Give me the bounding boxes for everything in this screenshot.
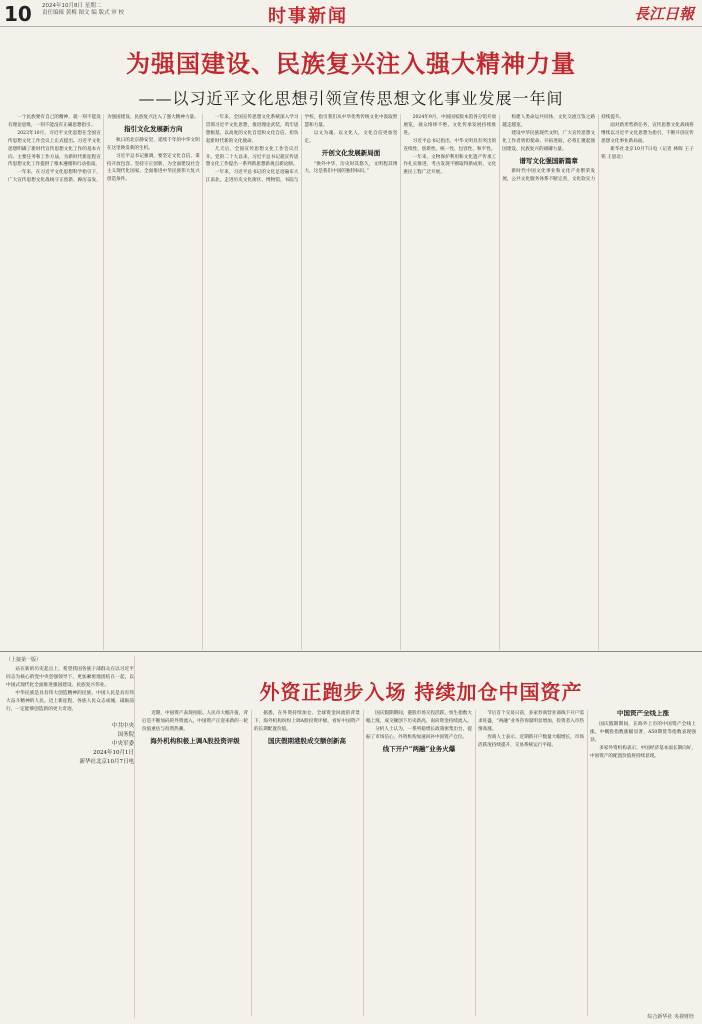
signature-line: 国务院 bbox=[117, 732, 134, 738]
article-paragraph: 分析人士认为，一系列稳增长政策密集出台，提振了市场信心，外资机构加速回补中国资产仓位。 bbox=[366, 726, 472, 740]
article-paragraph: 习近平总书记指出，中华文明具有突出的连续性、创新性、统一性、包容性、和平性。 bbox=[403, 138, 497, 152]
article-paragraph: 建设中华民族现代文明，广大宣传思想文化工作者勇担使命、开拓进取，必将汇聚起强国建设、民族复兴的磅礴力量。 bbox=[502, 130, 596, 152]
article-paragraph: 以文为魂、以文化人，文化自信更加坚定。 bbox=[304, 130, 398, 144]
section-heading: 开创文化发展新局面 bbox=[321, 148, 381, 157]
section-heading: 中国资产全线上涨 bbox=[617, 710, 669, 717]
article-paragraph: 券商人士表示，近期新开户数量大幅增长，市场活跃度持续提升，交易系统运行平稳。 bbox=[478, 734, 584, 748]
section-heading: 国庆假期港股成交额创新高 bbox=[268, 736, 346, 745]
signature-date: 2024年10月1日 bbox=[93, 750, 134, 756]
article-paragraph: 几天后，全国宣传思想文化工作会议召开。党的二十大以来，习近平总书记就宣传思想文化工作提出一系列新思想新观点新论断。 bbox=[205, 146, 299, 168]
lead-subheadline: ——以习近平文化思想引领宣传思想文化事业发展一年间 bbox=[138, 89, 564, 108]
date-info bbox=[42, 3, 124, 17]
editor-line: 责任编辑 黄梅 图文 编 版式 审 校 bbox=[42, 10, 124, 16]
newspaper-logo: 長江日報 bbox=[633, 5, 694, 23]
article-paragraph: 新时代中国文化事业和文化产业繁荣发展，公共文化服务体系不断完善，文化软实力持续提升。 bbox=[502, 115, 625, 183]
article-paragraph: 秋日的北京静安里，延续千年的中华文明在这里焕发新的生机。 bbox=[106, 137, 200, 151]
section-heading: 指引文化发展新方向 bbox=[124, 124, 183, 133]
article-paragraph: 据悉，在外资持续加仓、全球资金回流的背景下，海外机构纷纷上调A股投资评级，看好中国资产的长期配置价值。 bbox=[254, 711, 360, 732]
lead-headline: 为强国建设、民族复兴注入强大精神力量 bbox=[126, 50, 576, 78]
page-header bbox=[0, 0, 702, 27]
article-paragraph: “换外中华，历史时其悠久，文明程其博大，这是我们中国的独特标识。” bbox=[304, 161, 398, 175]
signature-note: 新华社北京10月7日电 bbox=[79, 759, 134, 765]
article-paragraph: 一个民族要有自己的精神，就一刻不能没有理论思维，一刻不能没有正确思想指引。 bbox=[8, 115, 101, 128]
article-paragraph: 面对新形势新任务，宣传思想文化战线将继续以习近平文化思想为指引，不断开创宣传思想文化事业新局面。 bbox=[601, 122, 694, 144]
article-paragraph: 近期，中国资产表现亮眼。人民币大幅升值，背后是不断加码的外资流入，中国资产正迎来新的一轮价值重估与投资热潮。 bbox=[142, 711, 248, 732]
article-paragraph: 一年来，文物保护利用和文化遗产传承工作扎实推进，考古发现不断取得新成果，文化惠民工程广泛开展。 bbox=[403, 154, 497, 176]
article-credit: 新华社北京10月7日电（记者 林晖 王子铭 王思北） bbox=[601, 146, 694, 160]
section-divider bbox=[0, 651, 702, 652]
article-paragraph: 节后首个交易日前，多家券商营业部线下开户需求旺盛，“两融”业务咨询量明显增加，投资者入市热情高涨。 bbox=[478, 711, 584, 732]
article-paragraph: 2024年9月，中国国家版本馆各分馆开放展览，观众络绎不绝，文化传承发展持续推进。 bbox=[403, 115, 497, 136]
continued-caption: （上接第一版） bbox=[6, 657, 42, 663]
lead-article-body bbox=[8, 114, 694, 650]
article-paragraph: 国庆假期期间，在海外上市的中国资产全线上涨，中概股指数涨幅显著，A50期货等指数表现强劲。 bbox=[590, 721, 696, 743]
article-paragraph: 中华民族是具有伟大创造精神的民族，中国人民是具有伟大奋斗精神的人民。迈上新征程，各族人民众志成城，砥砺前行，一定能够创造新的更大奇迹。 bbox=[6, 691, 134, 712]
article-paragraph: 多家外资机构表示，中国经济基本面长期向好，中国资产的配置价值将持续显现。 bbox=[590, 745, 696, 759]
signature-line: 中央军委 bbox=[111, 741, 134, 747]
signature-line: 中共中央 bbox=[111, 723, 134, 729]
article-paragraph: 一年来，在习近平文化思想科学指引下，广大宣传思想文化战线守正创新、踔厉奋发，为强国建设、民族复兴注入了强大精神力量。 bbox=[8, 115, 199, 184]
date-line: 2024年10月8日 星期二 bbox=[42, 3, 102, 9]
story2-headline: 外资正跑步入场 持续加仓中国资产 bbox=[259, 680, 583, 704]
article-paragraph: 构建人类命运共同体，文化交流互鉴之路越走越宽。 bbox=[502, 115, 596, 128]
signature-block bbox=[6, 722, 134, 767]
section-heading: 海外机构积极上调A股投资评级 bbox=[150, 736, 240, 745]
story2-body bbox=[142, 710, 696, 1016]
article-paragraph: 一年来，全国宣传思想文化系统深入学习贯彻习近平文化思想，推进理论武装，筑牢思想根基，以高度的文化自觉和文化自信，担负起新时代新的文化使命。 bbox=[205, 115, 299, 144]
sidebar-article bbox=[6, 656, 135, 1018]
story2-credit: 综合新华社 央视财经 bbox=[647, 1014, 694, 1020]
section-title: 时事新闻 bbox=[268, 6, 348, 27]
article-paragraph: 2023年10月，习近平文化思想在全国宣传思想文化工作会议上正式提出。习近平文化思想明确了新时代宣传思想文化工作的基本方向、主要任务和工作方法，为新时代新征程宣传思想文化工作提供了根本遵循和行动指南。 bbox=[8, 130, 101, 168]
page-number: 10 bbox=[4, 2, 32, 26]
article-paragraph: 国庆假期期间，港股市场交投活跃，恒生指数大幅上涨，成交额创下历史新高，南向资金持续流入。 bbox=[366, 711, 472, 724]
section-heading: 线下开户“两融”业务火爆 bbox=[382, 744, 456, 753]
article-paragraph: 一年来，习近平总书记的文化足迹遍布大江南北，走进历史文化街区、博物馆、书院与学校，指引我们从中华优秀传统文化中汲取智慧和力量。 bbox=[205, 115, 398, 184]
article-paragraph: 站在新的历史起点上，希望我国各族干部群众在以习近平同志为核心的党中央坚强领导下，更加紧密地团结在一起，以中国式现代化全面推进强国建设、民族复兴伟业。 bbox=[6, 667, 134, 688]
article-paragraph: 习近平总书记强调，要坚定文化自信、秉持开放包容、坚持守正创新，为全面建设社会主义现代化国家、全面推进中华民族伟大复兴创造条件。 bbox=[106, 153, 200, 183]
section-heading: 谱写文化强国新篇章 bbox=[519, 156, 578, 165]
